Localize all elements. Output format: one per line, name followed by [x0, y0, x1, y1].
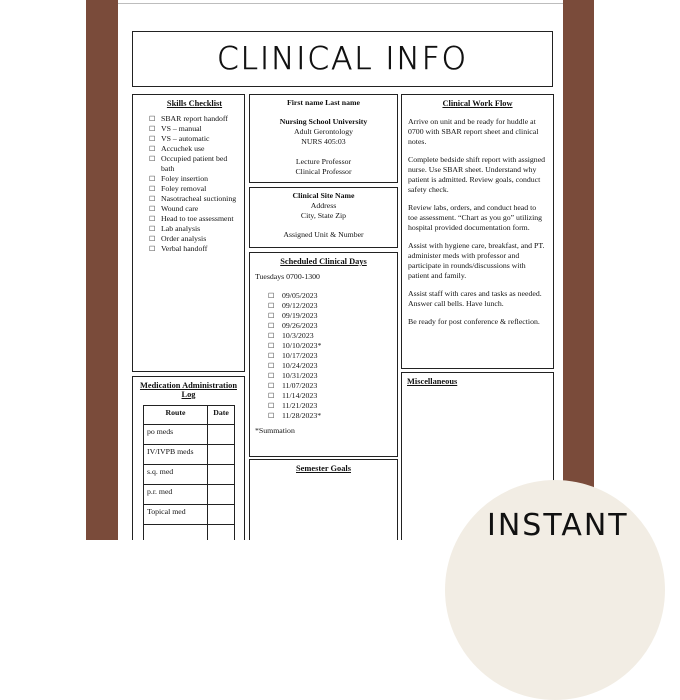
date-cell [208, 525, 235, 541]
date-label: 10/24/2023 [282, 361, 318, 370]
checkbox-icon[interactable]: ☐ [268, 412, 275, 420]
date-cell [208, 465, 235, 485]
skill-item [149, 194, 238, 204]
med-log-table [143, 405, 235, 540]
route-cell: po meds [144, 425, 208, 445]
skill-item [149, 244, 238, 254]
clinical-professor: Clinical Professor [295, 167, 352, 176]
skill-item [149, 154, 238, 174]
skill-label: Foley insertion [161, 174, 208, 183]
date-label: 09/05/2023 [282, 291, 318, 300]
skill-label: Head to toe assessment [161, 214, 234, 223]
checkbox-icon[interactable]: ☐ [268, 292, 275, 300]
date-item [268, 351, 397, 361]
instant-badge: INSTANT [487, 508, 629, 543]
date-column: Date [208, 406, 235, 425]
flow-paragraph: Complete bedside shift report with assigned nurse. Use SBAR sheet. Understand why patient is admitted. Review goals, conduct safety check. [408, 155, 546, 194]
flow-paragraph: Assist with hygiene care, breakfast, and PT. administer meds with professor and participate in rounds/discussions with patient and family. [408, 241, 545, 280]
checkbox-icon[interactable]: ☐ [149, 205, 156, 213]
date-item [268, 331, 397, 341]
summation-note: *Summation [255, 426, 295, 435]
checkbox-icon[interactable]: ☐ [149, 125, 156, 133]
checkbox-icon[interactable]: ☐ [268, 362, 275, 370]
clinical-site [249, 187, 398, 248]
skill-item [149, 234, 238, 244]
date-label: 09/12/2023 [282, 301, 318, 310]
lecture-professor: Lecture Professor [295, 157, 352, 166]
student-info [249, 94, 398, 183]
checkbox-icon[interactable]: ☐ [149, 145, 156, 153]
days-schedule: Tuesdays 0700-1300 [255, 272, 320, 281]
checkbox-icon[interactable]: ☐ [149, 135, 156, 143]
date-item [268, 321, 397, 331]
skill-label: Foley removal [161, 184, 207, 193]
semester-goals [249, 459, 398, 540]
date-label: 11/07/2023 [282, 381, 318, 390]
clinical-work-flow [401, 94, 554, 369]
date-cell [208, 445, 235, 465]
checkbox-icon[interactable]: ☐ [268, 312, 275, 320]
checkbox-icon[interactable]: ☐ [149, 215, 156, 223]
misc-header: Miscellaneous [407, 377, 458, 386]
med-log-header: Medication Administration Log [139, 381, 237, 399]
med-log-row [144, 485, 235, 505]
skill-item [149, 114, 238, 124]
skill-item [149, 124, 238, 134]
medication-log [132, 376, 245, 540]
scheduled-days [249, 252, 398, 457]
checkbox-icon[interactable]: ☐ [268, 342, 275, 350]
page-title: CLINICAL INFO [217, 41, 468, 77]
date-item [268, 301, 397, 311]
flow-paragraph: Review labs, orders, and conduct head to toe assessment. “Chart as you go” utilizing hospital provided documentation form. [408, 203, 543, 232]
course-name: Adult Gerontology [293, 127, 354, 136]
skill-label: SBAR report handoff [161, 114, 228, 123]
checkbox-icon[interactable]: ☐ [149, 225, 156, 233]
date-item [268, 391, 397, 401]
document-sheet [118, 0, 563, 540]
skill-label: VS – manual [161, 124, 202, 133]
flow-paragraph: Arrive on unit and be ready for huddle at 0700 with SBAR report sheet and clinical notes. [408, 117, 539, 146]
skill-label: Verbal handoff [161, 244, 208, 253]
skill-item [149, 174, 238, 184]
route-cell: p.r. med [144, 485, 208, 505]
date-label: 09/26/2023 [282, 321, 318, 330]
date-item [268, 361, 397, 371]
med-log-row [144, 525, 235, 541]
skill-label: Wound care [161, 204, 199, 213]
date-label: 11/21/2023 [282, 401, 318, 410]
skill-item [149, 214, 238, 224]
date-cell [208, 425, 235, 445]
date-cell [208, 485, 235, 505]
top-divider [118, 3, 563, 4]
flow-paragraph: Assist staff with cares and tasks as needed. Answer call bells. Have lunch. [408, 289, 542, 308]
title-box [132, 31, 553, 87]
route-cell: s.q. med [144, 465, 208, 485]
checkbox-icon[interactable]: ☐ [268, 382, 275, 390]
date-item [268, 371, 397, 381]
checkbox-icon[interactable]: ☐ [149, 195, 156, 203]
skill-label: Occupied patient bed bath [161, 154, 228, 173]
date-label: 10/3/2023 [282, 331, 314, 340]
skill-label: VS – automatic [161, 134, 210, 143]
date-label: 10/31/2023 [282, 371, 318, 380]
course-code: NURS 405:03 [301, 137, 346, 146]
skills-list [151, 114, 238, 254]
flow-header: Clinical Work Flow [442, 99, 513, 108]
route-cell [144, 525, 208, 541]
site-city: City, State Zip [300, 211, 347, 220]
checkbox-icon[interactable]: ☐ [268, 302, 275, 310]
skill-item [149, 204, 238, 214]
date-label: 11/14/2023 [282, 391, 318, 400]
date-label: 10/17/2023 [282, 351, 318, 360]
skill-label: Accuchek use [161, 144, 205, 153]
date-item [268, 381, 397, 391]
date-label: 10/10/2023* [282, 341, 322, 350]
date-item [268, 411, 397, 421]
flow-paragraph: Be ready for post conference & reflection. [408, 317, 540, 326]
skill-label: Lab analysis [161, 224, 201, 233]
skills-checklist [132, 94, 245, 372]
skill-item [149, 144, 238, 154]
checkbox-icon[interactable]: ☐ [268, 402, 275, 410]
student-name: First name Last name [287, 98, 360, 107]
checkbox-icon[interactable]: ☐ [149, 155, 156, 163]
checkbox-icon[interactable]: ☐ [149, 245, 156, 253]
checkbox-icon[interactable]: ☐ [149, 175, 156, 183]
assigned-unit: Assigned Unit & Number [283, 230, 364, 239]
goals-header: Semester Goals [296, 464, 351, 473]
med-log-row [144, 465, 235, 485]
checkbox-icon[interactable]: ☐ [268, 332, 275, 340]
school-name: Nursing School University [279, 117, 368, 126]
date-item [268, 341, 397, 351]
med-log-row [144, 425, 235, 445]
route-cell: Topical med [144, 505, 208, 525]
date-cell [208, 505, 235, 525]
checkbox-icon[interactable]: ☐ [149, 185, 156, 193]
route-cell: IV/IVPB meds [144, 445, 208, 465]
days-header: Scheduled Clinical Days [280, 257, 367, 266]
med-log-row [144, 445, 235, 465]
skill-item [149, 134, 238, 144]
site-name: Clinical Site Name [292, 191, 355, 200]
skill-label: Order analysis [161, 234, 207, 243]
skill-item [149, 184, 238, 194]
checkbox-icon[interactable]: ☐ [268, 322, 275, 330]
skills-header: Skills Checklist [166, 99, 223, 108]
date-label: 09/19/2023 [282, 311, 318, 320]
skill-item [149, 224, 238, 234]
med-log-row [144, 505, 235, 525]
skill-label: Nasotracheal suctioning [161, 194, 237, 203]
site-address: Address [310, 201, 337, 210]
checkbox-icon[interactable]: ☐ [268, 352, 275, 360]
checkbox-icon[interactable]: ☐ [149, 235, 156, 243]
route-column: Route [144, 406, 208, 425]
checkbox-icon[interactable]: ☐ [149, 115, 156, 123]
date-label: 11/28/2023* [282, 411, 322, 420]
date-list [268, 291, 397, 421]
checkbox-icon[interactable]: ☐ [268, 392, 275, 400]
checkbox-icon[interactable]: ☐ [268, 372, 275, 380]
flow-paragraphs [408, 117, 547, 327]
date-item [268, 401, 397, 411]
date-item [268, 311, 397, 321]
date-item [268, 291, 397, 301]
